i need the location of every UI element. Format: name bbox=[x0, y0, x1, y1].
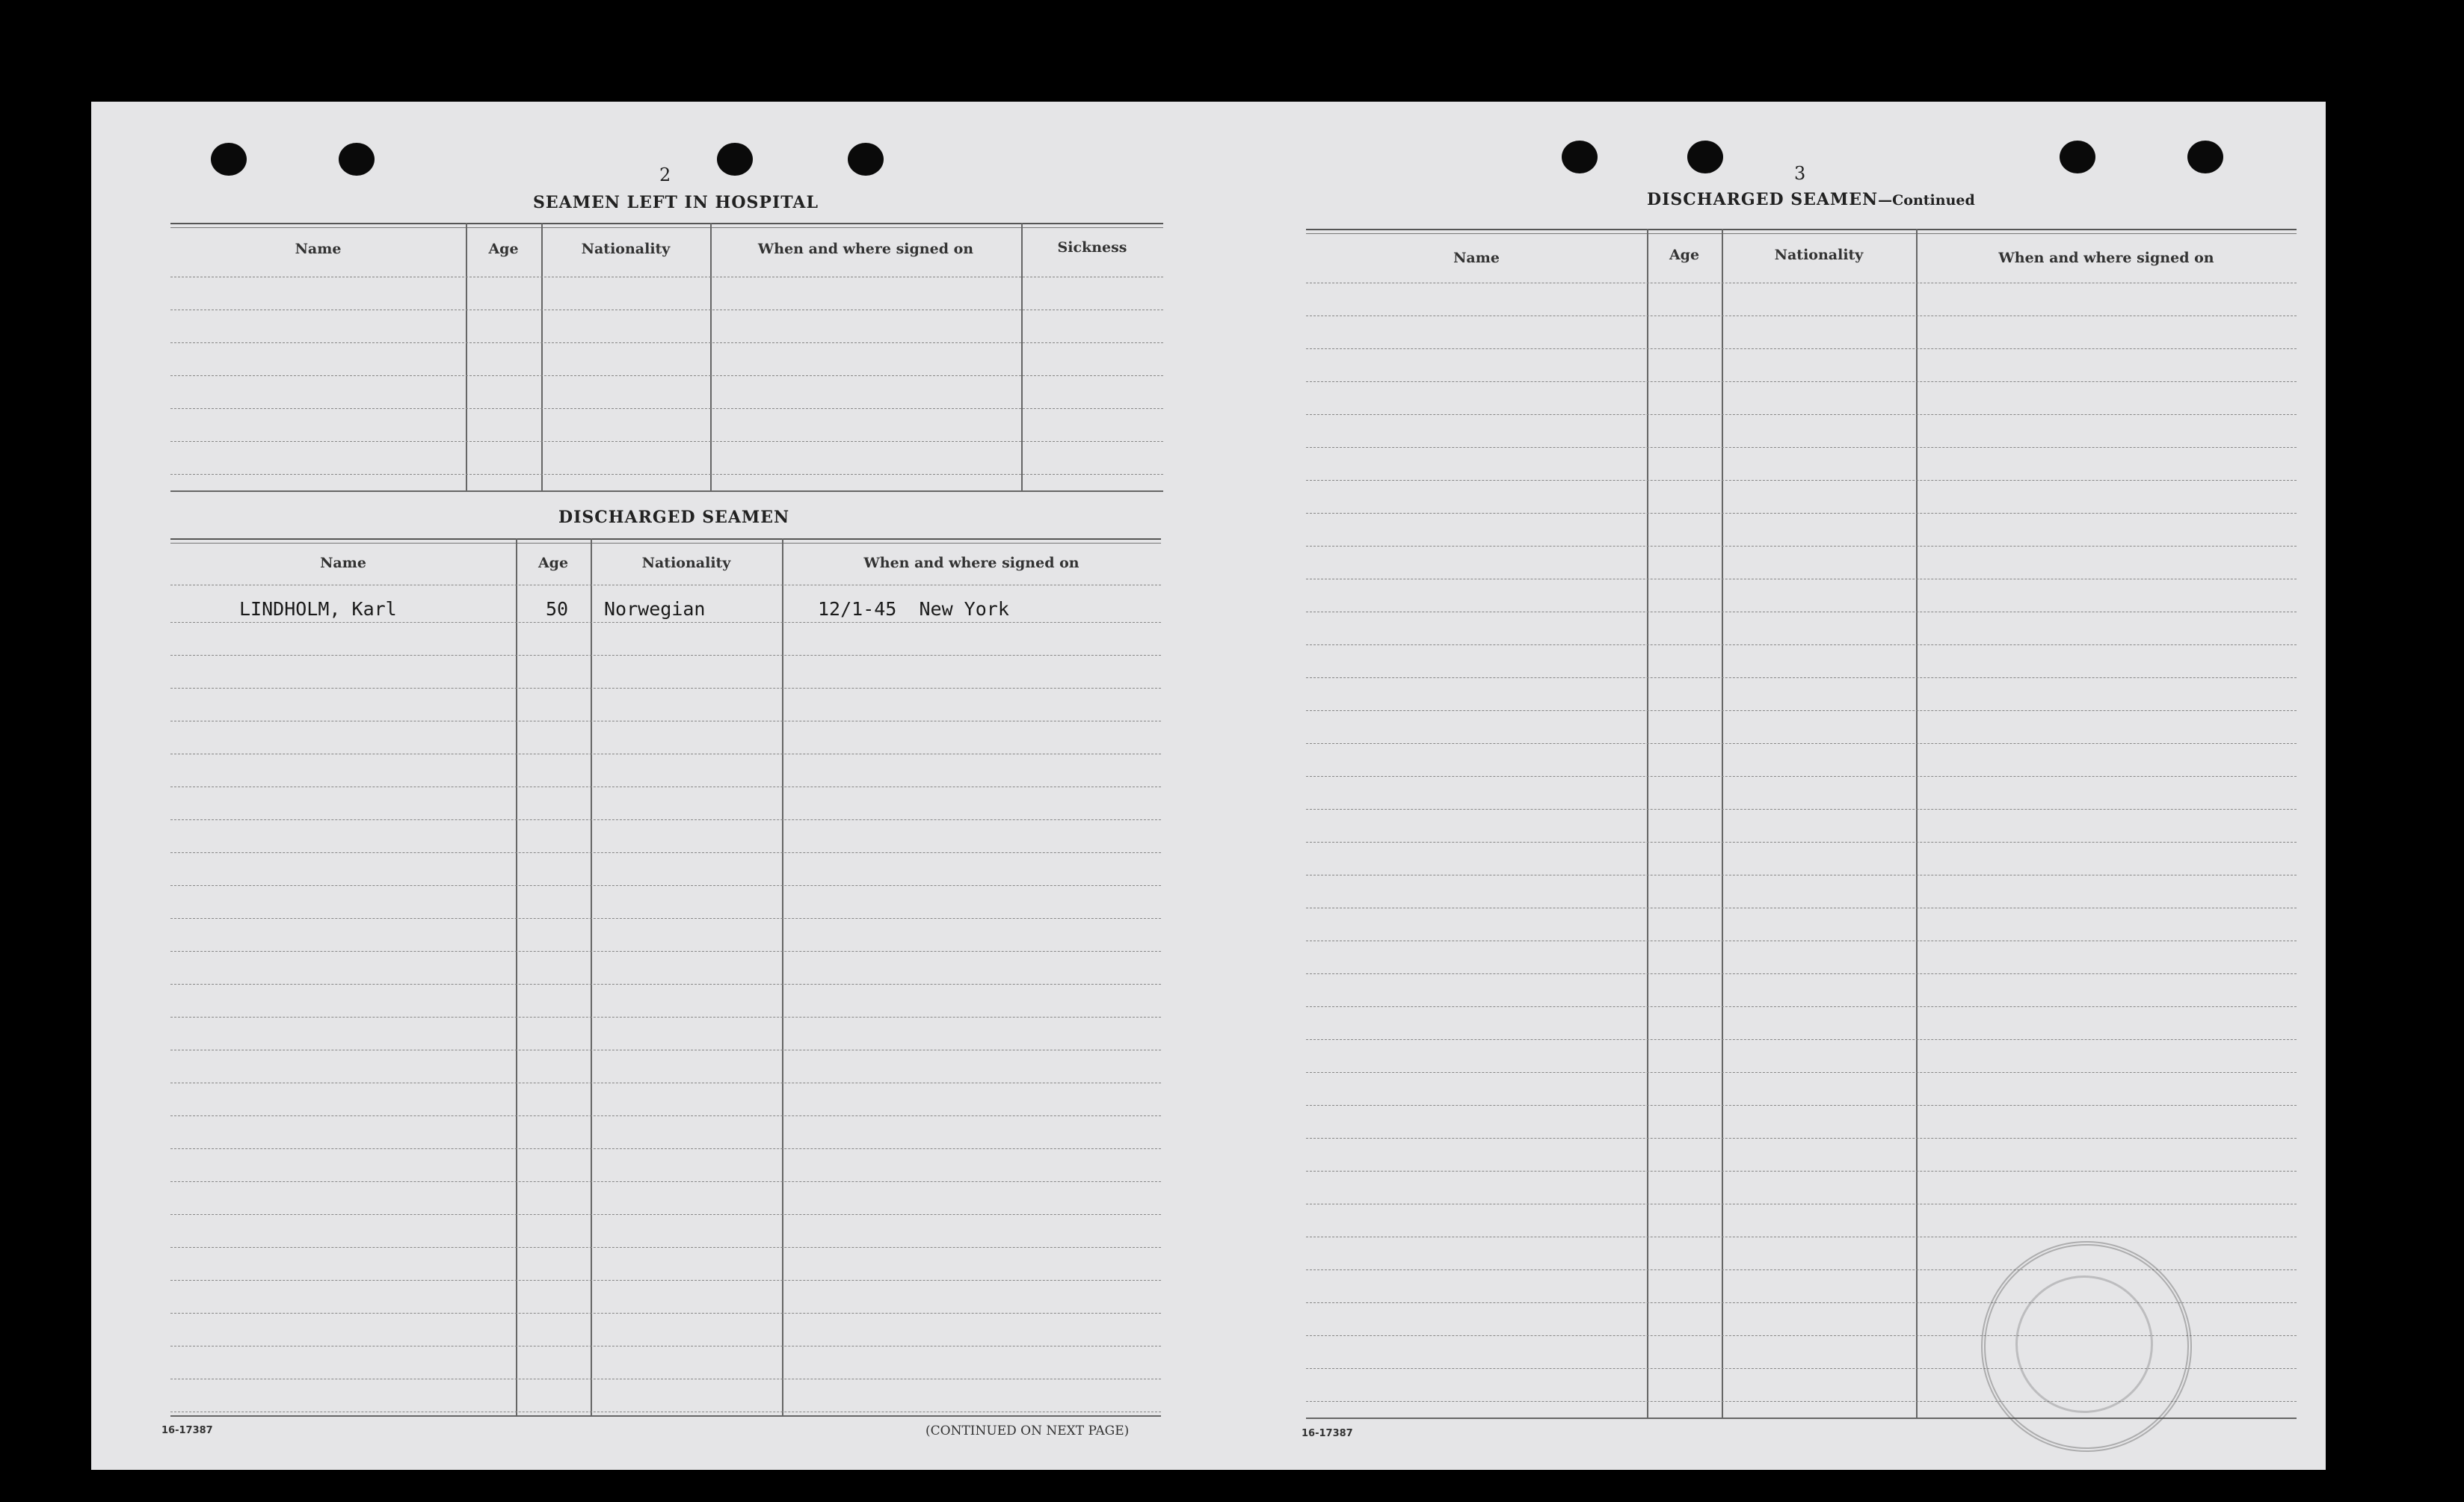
ruled-line bbox=[1306, 447, 2297, 448]
ruled-line bbox=[1306, 513, 2297, 514]
discharged-section-title: DISCHARGED SEAMEN bbox=[558, 508, 790, 527]
ruled-line bbox=[1306, 644, 2297, 645]
ruled-line bbox=[170, 885, 1161, 886]
ruled-line bbox=[1306, 1138, 2297, 1139]
ruled-line bbox=[1306, 710, 2297, 711]
form-number: 16-17387 bbox=[161, 1425, 213, 1436]
ruled-line bbox=[1306, 381, 2297, 382]
ruled-line bbox=[170, 1181, 1161, 1182]
ruled-line bbox=[1306, 348, 2297, 349]
ruled-line bbox=[1306, 1006, 2297, 1007]
ruled-line bbox=[170, 1017, 1161, 1018]
right-section-title bbox=[1647, 190, 1975, 209]
ruled-line bbox=[170, 622, 1161, 623]
ruled-line bbox=[1306, 1171, 2297, 1172]
col-header-name: Name bbox=[320, 555, 366, 571]
ruled-line bbox=[170, 1313, 1161, 1314]
col-header-signed-on: When and where signed on bbox=[863, 555, 1079, 571]
col-header-name: Name bbox=[1453, 250, 1500, 266]
col-header-nationality: Nationality bbox=[641, 555, 731, 571]
discharged-table bbox=[170, 538, 1161, 1417]
punch-hole bbox=[2060, 141, 2095, 173]
ruled-line bbox=[1306, 1072, 2297, 1073]
col-header-age: Age bbox=[1669, 247, 1700, 263]
hospital-table bbox=[170, 223, 1163, 492]
col-header-nationality: Nationality bbox=[1774, 247, 1864, 263]
ruled-line bbox=[1306, 809, 2297, 810]
punch-hole bbox=[848, 143, 884, 176]
ruled-line bbox=[170, 1247, 1161, 1248]
ruled-line bbox=[1306, 677, 2297, 678]
col-header-age: Age bbox=[538, 555, 569, 571]
discharged-continued-table bbox=[1306, 229, 2297, 1419]
right-section-title-main: DISCHARGED SEAMEN bbox=[1647, 190, 1879, 209]
official-stamp bbox=[1981, 1241, 2192, 1452]
ruled-line bbox=[1306, 546, 2297, 547]
ruled-line bbox=[170, 984, 1161, 985]
ruled-line bbox=[1306, 1039, 2297, 1040]
col-header-age: Age bbox=[488, 241, 519, 257]
form-number: 16-17387 bbox=[1302, 1428, 1353, 1439]
punch-hole bbox=[1562, 141, 1598, 173]
seaman-age: 50 bbox=[546, 598, 569, 620]
right-section-title-suffix: —Continued bbox=[1878, 192, 1975, 209]
ruled-line bbox=[1306, 743, 2297, 744]
ruled-line bbox=[170, 819, 1161, 820]
seaman-nationality: Norwegian bbox=[604, 598, 706, 620]
seaman-signed-on: 12/1-45 New York bbox=[818, 598, 1009, 620]
col-header-sickness: Sickness bbox=[1057, 239, 1127, 256]
ruled-line bbox=[170, 688, 1161, 689]
left-page-number: 2 bbox=[659, 164, 671, 185]
ruled-line bbox=[170, 1214, 1161, 1215]
ruled-line bbox=[1306, 973, 2297, 974]
ruled-line bbox=[170, 951, 1161, 952]
col-header-name: Name bbox=[295, 241, 342, 257]
ruled-line bbox=[170, 852, 1161, 853]
ruled-line bbox=[1306, 842, 2297, 843]
ruled-line bbox=[170, 918, 1161, 919]
col-header-signed-on: When and where signed on bbox=[757, 241, 974, 257]
ruled-line bbox=[1306, 776, 2297, 777]
continued-note: (CONTINUED ON NEXT PAGE) bbox=[925, 1423, 1130, 1438]
punch-hole bbox=[1687, 141, 1723, 173]
ruled-line bbox=[170, 655, 1161, 656]
ruled-line bbox=[170, 1148, 1161, 1149]
ruled-line bbox=[1306, 480, 2297, 481]
seaman-name: LINDHOLM, Karl bbox=[239, 598, 397, 620]
punch-hole bbox=[339, 143, 375, 176]
punch-hole bbox=[717, 143, 753, 176]
hospital-section-title: SEAMEN LEFT IN HOSPITAL bbox=[533, 193, 819, 212]
punch-hole bbox=[2187, 141, 2223, 173]
col-header-nationality: Nationality bbox=[581, 241, 671, 257]
ruled-line bbox=[170, 1115, 1161, 1116]
col-header-signed-on: When and where signed on bbox=[1998, 250, 2214, 266]
right-page-number: 3 bbox=[1794, 163, 1806, 184]
punch-hole bbox=[211, 143, 247, 176]
ruled-line bbox=[1306, 414, 2297, 415]
ruled-line bbox=[170, 1280, 1161, 1281]
ruled-line bbox=[1306, 1105, 2297, 1106]
